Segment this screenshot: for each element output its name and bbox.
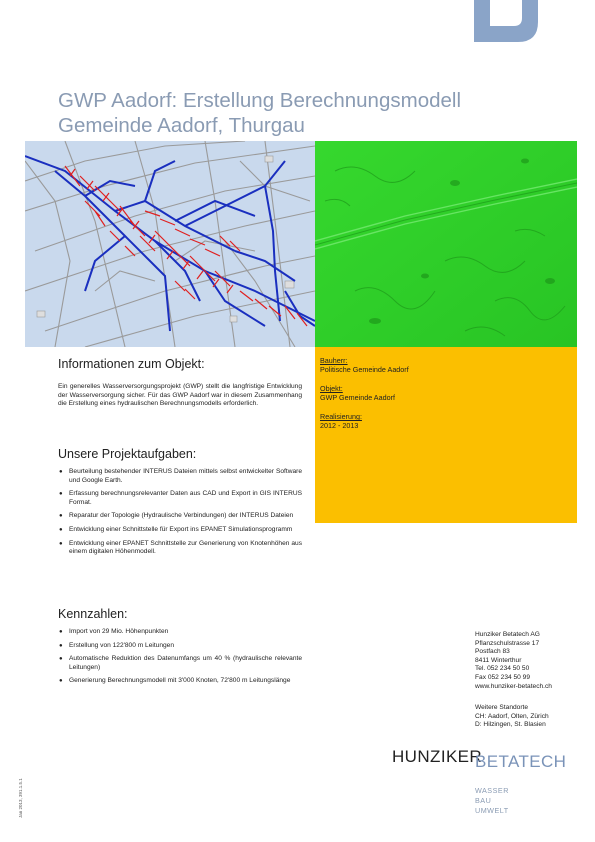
bullet-icon: ● (59, 491, 63, 498)
company-name: Hunziker Betatech AG (475, 631, 540, 638)
terrain-model-drawing (315, 141, 577, 347)
other-locations (475, 704, 549, 730)
terrain-model-image (315, 141, 577, 347)
client-label: Bauherr: (320, 356, 348, 365)
list-item: ● Entwicklung einer Schnittstelle für Export ins EPANET Simulationsprogramm (59, 525, 293, 533)
company-address (475, 631, 552, 691)
locations-heading: Weitere Standorte (475, 704, 529, 711)
network-map-image (25, 141, 315, 347)
network-map-drawing (25, 141, 315, 347)
bullet-icon: ● (59, 540, 63, 547)
brand-tag-3: UMWELT (475, 806, 509, 815)
list-item: ● Import von 29 Mio. Höhenpunkten (59, 628, 169, 635)
bullet-icon: ● (59, 469, 63, 475)
address-pobox: Postfach 83 (475, 648, 510, 656)
brand-logo (392, 744, 582, 774)
locations-line-1: CH: Aadorf, Olten, Zürich (475, 712, 549, 720)
website-link[interactable]: www.hunziker-betatech.ch (475, 682, 552, 690)
info-text: Ein generelles Wasserversorgungsprojekt (GWP) stellt die langfristige Entwicklung der Wasserversorgung sicher. Für das GWP Aadorf war in diesem Zusammenhang die Erstellung eines hydraulischen Berechnungsmodells erforderlich. (58, 383, 302, 408)
title-line-1: GWP Aadorf: Erstellung Berechnungsmodell (58, 89, 462, 112)
footer-code (18, 758, 28, 828)
bullet-icon: ● (59, 678, 63, 685)
brand-name-light: BETATECH (475, 752, 567, 771)
tasks-heading: Unsere Projektaufgaben: (58, 447, 197, 461)
object-label: Objekt: (320, 384, 343, 393)
list-item: ● Erstellung von 122'800 m Leitungen (59, 641, 175, 649)
list-item: ● Automatische Reduktion des Datenumfangs um 40 % (hydraulische relevante Leitungen) (59, 655, 302, 671)
brand-tagline (475, 786, 509, 816)
period-label: Realisierung: (320, 412, 362, 421)
address-fax: Fax 052 234 50 99 (475, 673, 530, 681)
project-info-panel (315, 347, 577, 523)
brand-name-dark: HUNZIKER (392, 747, 483, 766)
brand-tag-1: WASSER (475, 786, 509, 795)
info-section (58, 357, 302, 409)
address-city: 8411 Winterthur (475, 656, 522, 664)
list-item: ● Entwicklung einer EPANET Schnittstelle zur Generierung von Knotenhöhen aus einem digitalen Höhenmodell. (59, 539, 302, 556)
info-heading: Informationen zum Objekt: (58, 357, 205, 371)
bullet-icon: ● (59, 642, 63, 649)
period-value: 2012 - 2013 (320, 421, 359, 430)
list-item: ● Beurteilung bestehender INTERUS Dateien mittels selbst entwickelter Software und Google Earth. (59, 468, 302, 484)
address-tel: Tel. 052 234 50 50 (475, 665, 530, 673)
client-value: Politische Gemeinde Aadorf (320, 365, 409, 374)
figures-heading: Kennzahlen: (58, 607, 128, 621)
bullet-icon: ● (59, 629, 63, 635)
figures-section (58, 607, 302, 691)
bullet-icon: ● (59, 656, 63, 663)
bullet-icon: ● (59, 513, 63, 520)
page-title (58, 88, 578, 138)
address-street: Pflanzschulstrasse 17 (475, 639, 540, 647)
list-item: ● Reparatur der Topologie (Hydraulische Verbindungen) der INTERUS Dateien (59, 512, 294, 520)
object-value: GWP Gemeinde Aadorf (320, 393, 395, 402)
list-item: ● Generierung Berechnungsmodell mit 3'000 Knoten, 72'800 m Leitungslänge (59, 677, 291, 685)
bullet-icon: ● (59, 526, 63, 533)
tasks-section (58, 447, 302, 562)
locations-line-2: D: Hilzingen, St. Blasien (475, 721, 546, 729)
brand-wordmark (392, 744, 582, 774)
brand-tag-2: BAU (475, 796, 492, 805)
tasks-list (58, 468, 302, 557)
figures-list (58, 628, 302, 686)
logo-mark-icon (474, 0, 538, 42)
list-item: ● Erfassung berechnungsrelevanter Daten aus CAD und Export in GIS INTERUS Format. (59, 490, 302, 506)
title-line-2: Gemeinde Aadorf, Thurgau (58, 114, 305, 137)
footer-code-text: Jan 2013, 391.1.5.1 (18, 778, 23, 818)
